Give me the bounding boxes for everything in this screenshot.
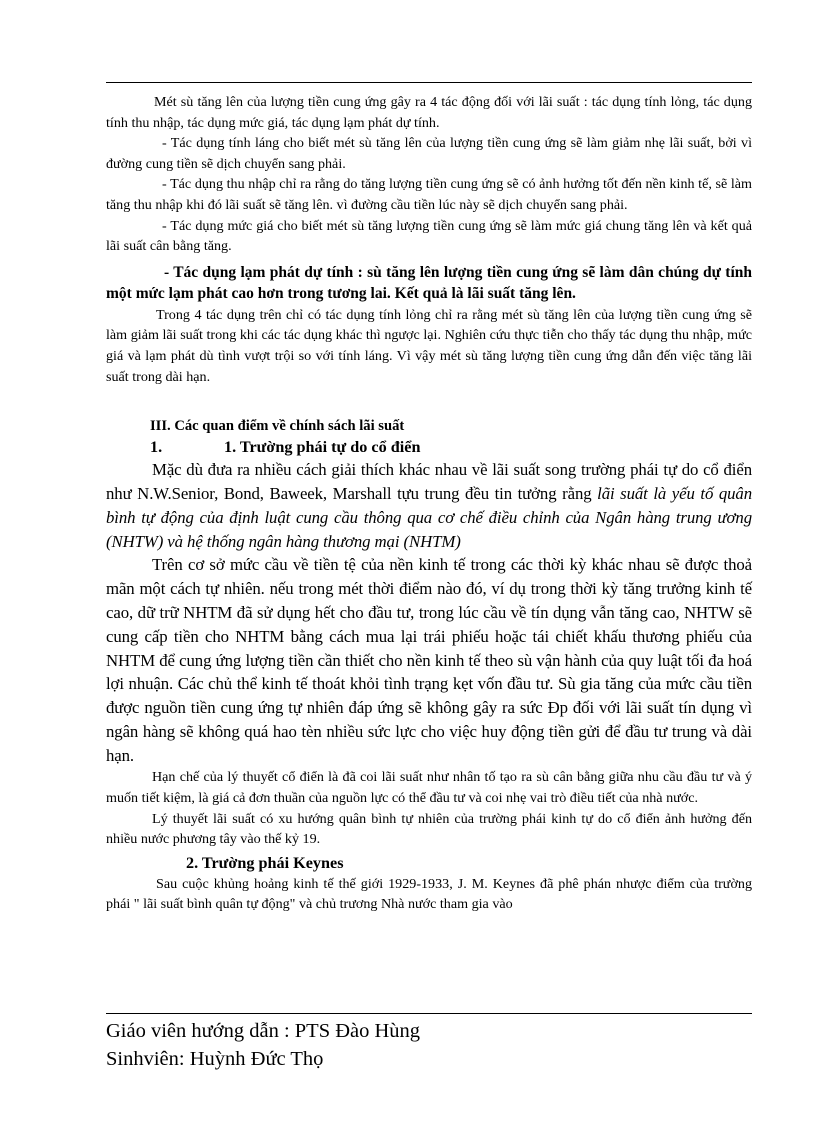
header-rule xyxy=(106,82,752,83)
paragraph-influence: Lý thuyết lãi suất có xu hướng quân bình tự nhiên của trường phái kinh tự do cổ điển ảnh hưởng đến nhiều nước phương tây vào thế kỷ 19. xyxy=(106,810,752,848)
paragraph-classical-school xyxy=(106,458,752,553)
paragraph-limitations: Hạn chế của lý thuyết cổ điển là đã coi lãi suất như nhân tố tạo ra sù cân bằng giữa nhu cầu đầu tư và ý muốn tiết kiệm, là giá cả đơn thuần của nguồn lực có thể đầu tư và coi nhẹ vai trò điều tiết của nhà nước. xyxy=(106,769,752,807)
page-footer xyxy=(106,1017,420,1073)
paragraph-intro: Mét sù tăng lên của lượng tiền cung ứng gây ra 4 tác động đối với lãi suất : tác dụng tính lỏng, tác dụng tính thu nhập, tác dụng mức giá, tác dụng lạm phát dự tính. xyxy=(106,94,752,131)
section-heading-iii: III. Các quan điểm về chính sách lãi suất xyxy=(150,418,405,435)
paragraph-expected-inflation-effect: - Tác dụng lạm phát dự tính : sù tăng lên lượng tiền cung ứng sẽ làm dân chúng dự tính một mức lạm phát cao hơn trong tương lai. Kết quả là lãi suất tăng lên. xyxy=(106,263,752,303)
subsection-heading-keynes: 2. Trường phái Keynes xyxy=(186,853,344,872)
paragraph-liquidity-effect: - Tác dụng tính láng cho biết mét sù tăng lên của lượng tiền cung ứng sẽ làm giảm nhẹ lãi suất, bởi vì đường cung tiền sẽ dịch chuyển sang phải. xyxy=(106,135,752,172)
paragraph-keynes: Sau cuộc khủng hoảng kinh tế thế giới 1929-1933, J. M. Keynes đã phê phán nhược điểm của trường phái " lãi suất bình quân tự động" và chủ trương Nhà nước tham gia vào xyxy=(106,875,752,913)
paragraph-summary: Trong 4 tác dụng trên chỉ có tác dụng tính lỏng chỉ ra rằng mét sù tăng lên của lượng tiền cung ứng sẽ làm giảm lãi suất trong khi các tác dụng khác thì ngược lại. Nghiên cứu thực tiễn cho thấy tác dụng thu nhập, mức giá và lạm phát dù tình vượt trội so với tính láng. Vì vậy mét sù tăng lượng tiền cung ứng dẫn đến việc tăng lãi suất trong dài hạn. xyxy=(106,306,752,385)
classical-italic-text: lãi suất là yếu tố quân bình tự động của định luật cung cầu thông qua cơ chế điều chỉnh của Ngân hàng trung ương (NHTW) và hệ thống ngân hàng thương mại (NHTM) xyxy=(106,483,752,551)
subsection-title: 1. Trường phái tự do cổ điển xyxy=(224,438,421,457)
document-body xyxy=(106,92,752,915)
paragraph-income-effect: - Tác dụng thu nhập chỉ ra rằng do tăng lượng tiền cung ứng sẽ có ảnh hưởng tốt đến nền kinh tế, sẽ làm tăng thu nhập khi đó lãi suất sẽ tăng lên. vì đường cầu tiền lúc này sẽ dịch chuyển sang phải. xyxy=(106,176,752,213)
paragraph-money-demand: Trên cơ sở mức cầu về tiền tệ của nền kinh tế trong các thời kỳ khác nhau sẽ được thoả mãn một cách tự nhiên. nếu trong mét thời điểm nào đó, ví dụ trong thời kỳ tăng trưởng kinh tế cao, dữ trữ NHTM đã sử dụng hết cho đầu tư, trong lúc cầu về tín dụng vẫn tăng cao, NHTW sẽ cung cấp tiền cho NHTM bằng cách mua lại trái phiếu hoặc tái chiết khấu thương phiếu của NHTM để cung ứng lượng tiền cần thiết cho nền kinh tế theo sù vận hành của quy luật tối đa hoá lợi nhuận. Các chủ thể kinh tế thoát khỏi tình trạng kẹt vốn đầu tư. Sù gia tăng của mức cầu tiền được nguồn tiền cung ứng tự nhiên đáp ứng sẽ không gây ra sức Đp đối với lãi suất tín dụng vì ngân hàng sẽ không quá hao tèn nhiều sức lực cho việc huy động tiền gửi để đầu tư trung và dài hạn. xyxy=(106,555,752,765)
footer-rule xyxy=(106,1013,752,1014)
paragraph-price-level-effect: - Tác dụng mức giá cho biết mét sù tăng lượng tiền cung ứng sẽ làm mức giá chung tăng lên và kết quả lãi suất cân bằng tăng. xyxy=(106,217,752,255)
classical-lead-text: Mặc dù đưa ra nhiều cách giải thích khác nhau về lãi suất song trường phái tự do cổ điển như N.W.Senior, Bond, Baweek, Marshall tựu trung đều tin tưởng rằng xyxy=(106,460,752,503)
footer-student: Sinhviên: Huỳnh Đức Thọ xyxy=(106,1048,324,1070)
list-number: 1. xyxy=(150,438,163,457)
subsection-heading-classical xyxy=(106,436,752,458)
footer-teacher: Giáo viên hướng dẫn : PTS Đào Hùng xyxy=(106,1020,421,1042)
